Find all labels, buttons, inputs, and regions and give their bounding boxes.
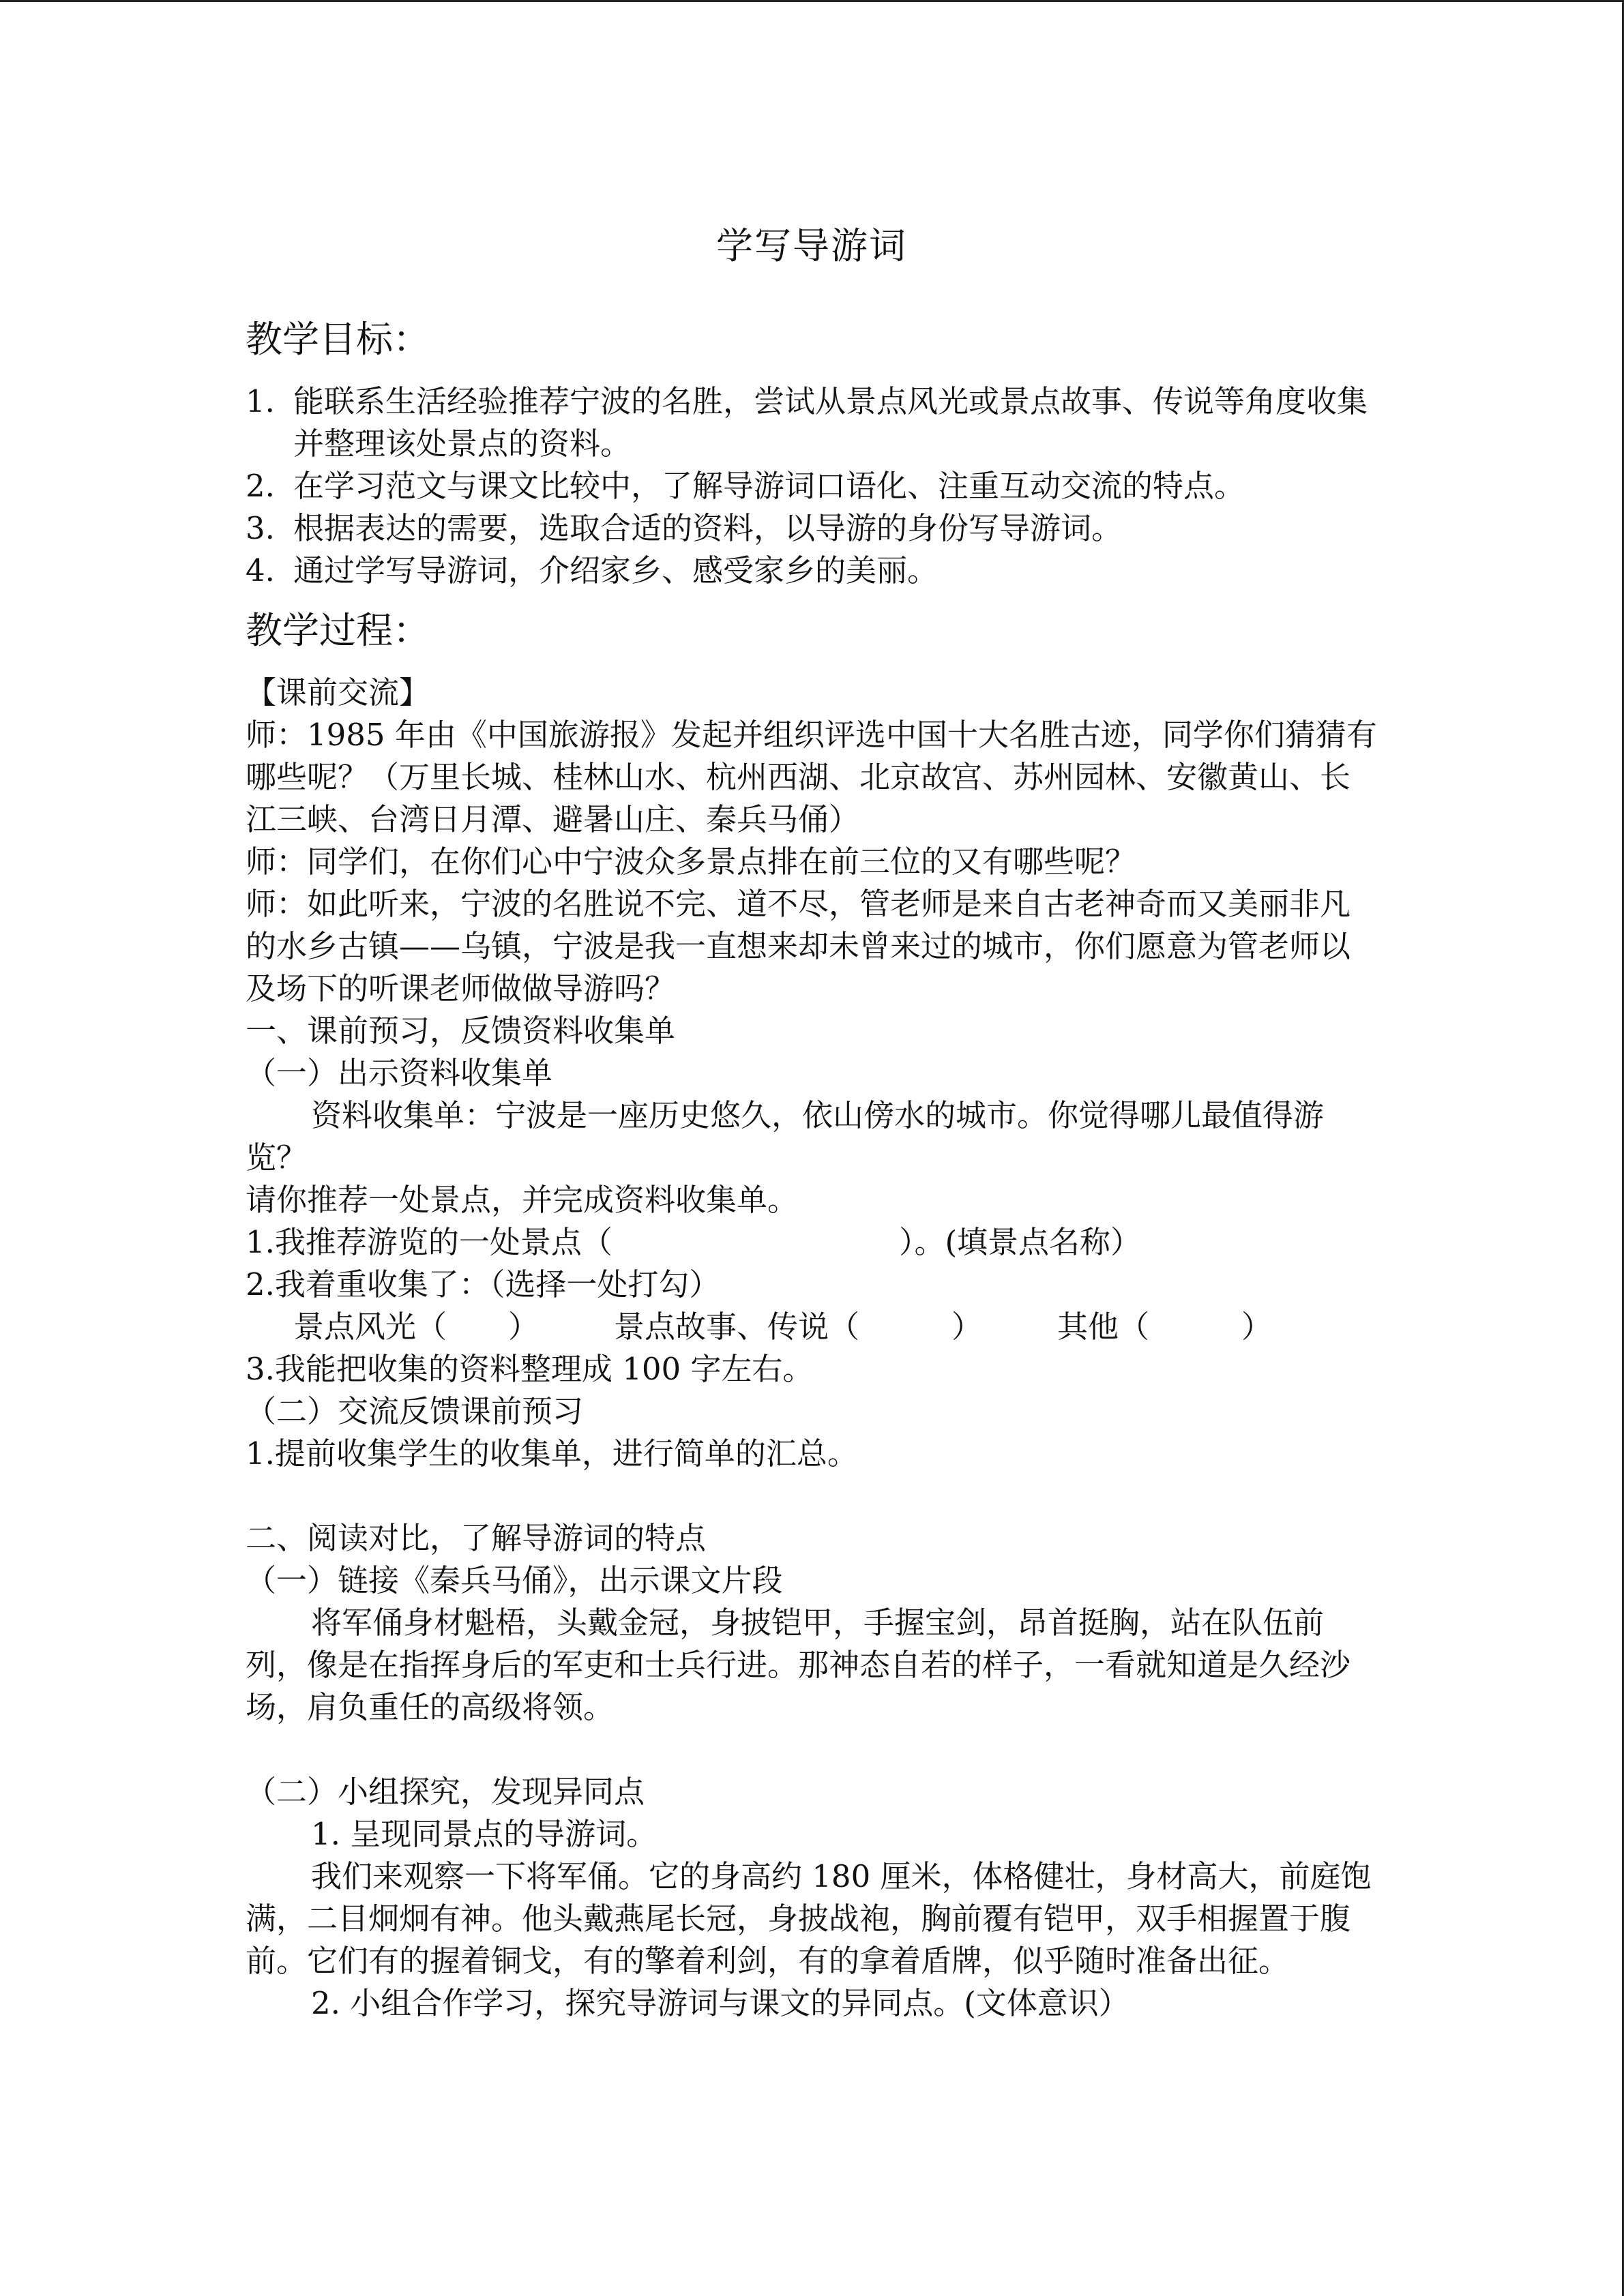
textbook-passage: 将军俑身材魁梧，头戴金冠，身披铠甲，手握宝剑，昂首挺胸，站在队伍前列，像是在指挥身后的军吏和士兵行进。那神态自若的样子，一看就知道是久经沙场，肩负重任的高级将领。 xyxy=(246,1605,1351,1725)
objective-item xyxy=(246,507,1378,550)
objective-item xyxy=(246,550,1378,592)
section-1-sub-2: （二）交流反馈课前预习 xyxy=(246,1393,584,1429)
document-page xyxy=(246,205,1378,2025)
choice-scenery: 景点风光（ ） xyxy=(293,1309,540,1345)
section-2-sub-1: （一）链接《秦兵马俑》，出示课文片段 xyxy=(246,1562,783,1598)
choice-other: 其他（ ） xyxy=(1057,1309,1273,1345)
objective-number: 1. xyxy=(246,383,275,419)
teacher-line-2: 师：同学们，在你们心中宁波众多景点排在前三位的又有哪些呢？ xyxy=(246,844,1136,880)
section-2-item-1: 1. 呈现同景点的导游词。 xyxy=(311,1816,658,1852)
form-intro: 资料收集单：宁波是一座历史悠久，依山傍水的城市。你觉得哪儿最值得游览？ xyxy=(246,1097,1325,1176)
objective-item xyxy=(246,381,1378,465)
form-prompt: 请你推荐一处景点，并完成资料收集单。 xyxy=(246,1182,799,1218)
guide-passage: 我们来观察一下将军俑。它的身高约 180 厘米，体格健壮，身材高大，前庭饱满，二目炯炯有神。他头戴燕尾长冠，身披战袍，胸前覆有铠甲，双手相握置于腹前。它们有的握着铜戈，有的擎着利剑，有的拿着盾牌，似乎随时准备出征。 xyxy=(246,1858,1372,1979)
objective-item xyxy=(246,465,1378,507)
objectives-list xyxy=(246,381,1378,592)
form-question-1 xyxy=(246,1221,1378,1264)
section-2-heading: 二、阅读对比，了解导游词的特点 xyxy=(246,1520,707,1556)
objective-text: 在学习范文与课文比较中，了解导游词口语化、注重互动交流的特点。 xyxy=(293,468,1245,504)
teacher-line-3: 师：如此听来，宁波的名胜说不完、道不尽，管老师是来自古老神奇而又美丽非凡的水乡古镇——乌镇，宁波是我一直想来却未曾来过的城市，你们愿意为管老师以及场下的听课老师做做导游吗？ xyxy=(246,886,1351,1007)
objective-number: 3. xyxy=(246,510,275,546)
spacer xyxy=(246,1475,1378,1517)
section-2-sub-2: （二）小组探究，发现异同点 xyxy=(246,1774,645,1810)
form-question-3: 3.我能把收集的资料整理成 100 字左右。 xyxy=(246,1351,814,1387)
choice-stories: 景点故事、传说（ ） xyxy=(614,1309,983,1345)
objective-text: 根据表达的需要，选取合适的资料，以导游的身份写导游词。 xyxy=(293,510,1123,546)
page-edge-top xyxy=(0,0,1624,2)
form-question-2: 2.我着重收集了：（选择一处打勾） xyxy=(246,1266,720,1302)
form-question-1-start: 1.我推荐游览的一处景点（ xyxy=(246,1224,612,1260)
process-heading: 教学过程： xyxy=(246,609,430,652)
pre-class-heading: 【课前交流】 xyxy=(246,674,430,711)
section-1-sub-1: （一）出示资料收集单 xyxy=(246,1055,553,1091)
objective-text: 能联系生活经验推荐宁波的名胜，尝试从景点风光或景点故事、传说等角度收集并整理该处景点的资料。 xyxy=(293,383,1368,462)
objective-text: 通过学写导游词，介绍家乡、感受家乡的美丽。 xyxy=(293,552,939,588)
form-choices xyxy=(246,1306,1378,1348)
section-2-item-2: 2. 小组合作学习，探究导游词与课文的异同点。(文体意识） xyxy=(311,1985,1130,2021)
spacer xyxy=(246,1729,1378,1771)
section-1-sub-2-item: 1.提前收集学生的收集单，进行简单的汇总。 xyxy=(246,1435,858,1472)
objective-number: 4. xyxy=(246,552,275,588)
section-1-heading: 一、课前预习，反馈资料收集单 xyxy=(246,1013,676,1049)
objectives-heading: 教学目标： xyxy=(246,318,430,361)
form-question-1-end: ）。(填景点名称） xyxy=(898,1224,1141,1260)
objective-number: 2. xyxy=(246,468,275,504)
document-title: 学写导游词 xyxy=(716,224,907,267)
teacher-line-1: 师：1985 年由《中国旅游报》发起并组织评选中国十大名胜古迹，同学你们猜猜有哪些呢？（万里长城、桂林山水、杭州西湖、北京故宫、苏州园林、安徽黄山、长江三峡、台湾日月潭、避暑山庄、秦兵马俑） xyxy=(246,717,1377,837)
